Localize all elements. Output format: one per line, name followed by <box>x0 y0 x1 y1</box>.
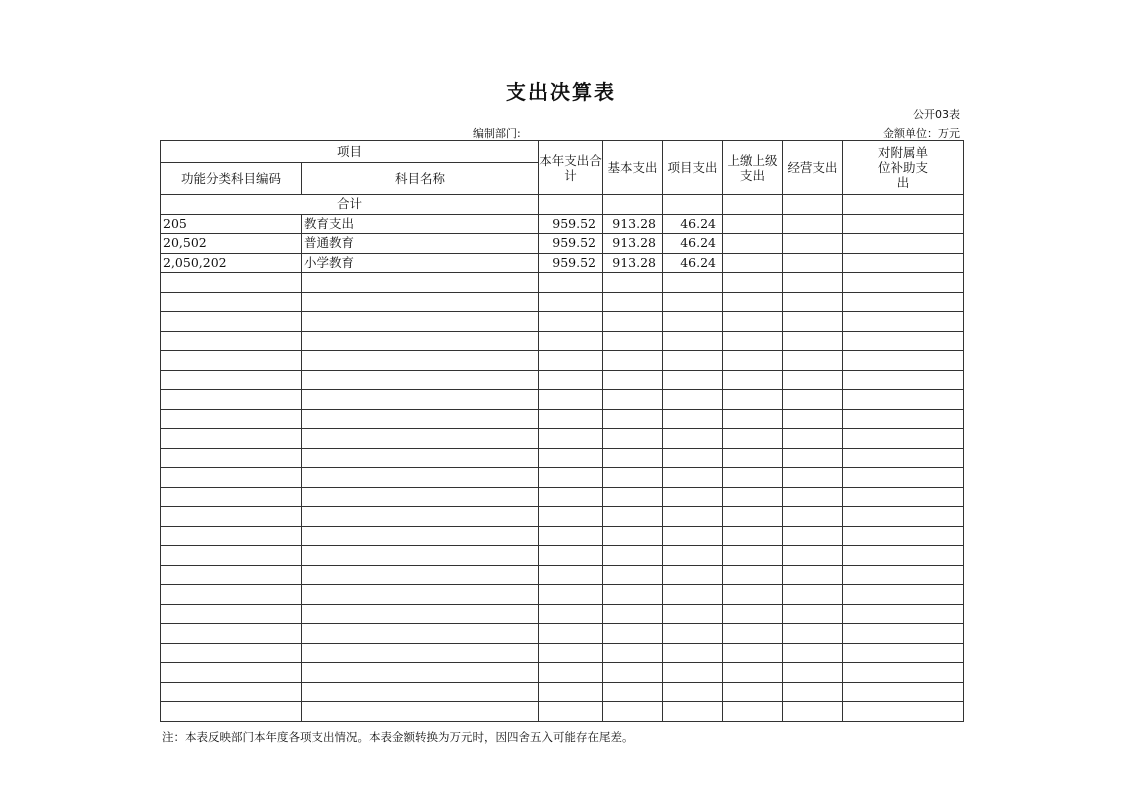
total-row-label: 合计 <box>161 195 539 215</box>
expenditure-table <box>160 140 964 722</box>
empty-cell <box>783 351 843 371</box>
empty-cell <box>843 487 964 507</box>
empty-cell <box>603 370 663 390</box>
empty-cell <box>723 429 783 449</box>
empty-cell <box>539 273 603 293</box>
empty-cell <box>783 468 843 488</box>
empty-cell <box>603 624 663 644</box>
empty-cell <box>161 526 302 546</box>
empty-cell <box>783 331 843 351</box>
empty-cell <box>161 624 302 644</box>
empty-cell <box>603 409 663 429</box>
empty-cell <box>843 409 964 429</box>
empty-cell <box>302 448 539 468</box>
empty-cell <box>663 370 723 390</box>
form-number: 公开03表 <box>913 108 960 121</box>
empty-cell <box>603 331 663 351</box>
total-cell <box>843 195 964 215</box>
footnote: 注：本表反映部门本年度各项支出情况。本表金额转换为万元时，因四舍五入可能存在尾差。 <box>162 730 634 744</box>
empty-cell <box>723 604 783 624</box>
cell-basic: 913.28 <box>603 234 663 254</box>
header-project: 项目支出 <box>663 141 723 195</box>
empty-cell <box>723 390 783 410</box>
empty-cell <box>161 702 302 722</box>
cell-total: 959.52 <box>539 214 603 234</box>
empty-row <box>161 546 964 566</box>
empty-cell <box>723 273 783 293</box>
empty-cell <box>539 351 603 371</box>
empty-cell <box>843 682 964 702</box>
empty-cell <box>783 507 843 527</box>
empty-cell <box>539 370 603 390</box>
empty-cell <box>302 624 539 644</box>
empty-cell <box>302 331 539 351</box>
total-cell <box>539 195 603 215</box>
total-cell <box>603 195 663 215</box>
empty-cell <box>843 565 964 585</box>
empty-cell <box>723 331 783 351</box>
empty-cell <box>603 507 663 527</box>
empty-cell <box>302 643 539 663</box>
empty-cell <box>302 351 539 371</box>
empty-row <box>161 292 964 312</box>
header-total: 本年支出合计 <box>539 141 603 195</box>
empty-cell <box>663 312 723 332</box>
empty-row <box>161 351 964 371</box>
empty-cell <box>603 526 663 546</box>
empty-cell <box>843 351 964 371</box>
empty-cell <box>302 682 539 702</box>
empty-cell <box>663 682 723 702</box>
empty-cell <box>663 643 723 663</box>
empty-cell <box>723 409 783 429</box>
empty-cell <box>663 604 723 624</box>
cell-upper <box>723 234 783 254</box>
empty-row <box>161 702 964 722</box>
empty-cell <box>161 682 302 702</box>
total-cell <box>783 195 843 215</box>
empty-row <box>161 390 964 410</box>
empty-cell <box>539 702 603 722</box>
table-body <box>161 195 964 722</box>
empty-cell <box>539 390 603 410</box>
empty-cell <box>603 292 663 312</box>
header-project-group: 项目 <box>161 141 539 163</box>
header-business: 经营支出 <box>783 141 843 195</box>
empty-cell <box>783 409 843 429</box>
empty-cell <box>723 663 783 683</box>
empty-cell <box>723 507 783 527</box>
empty-cell <box>723 370 783 390</box>
empty-cell <box>723 351 783 371</box>
empty-cell <box>783 682 843 702</box>
cell-project: 46.24 <box>663 253 723 273</box>
empty-cell <box>663 526 723 546</box>
empty-cell <box>603 643 663 663</box>
empty-cell <box>302 292 539 312</box>
empty-row <box>161 624 964 644</box>
empty-cell <box>161 370 302 390</box>
empty-cell <box>843 273 964 293</box>
empty-cell <box>783 390 843 410</box>
empty-row <box>161 682 964 702</box>
empty-cell <box>843 312 964 332</box>
empty-cell <box>603 663 663 683</box>
cell-upper <box>723 214 783 234</box>
empty-cell <box>302 390 539 410</box>
empty-cell <box>843 507 964 527</box>
cell-subsidy <box>843 234 964 254</box>
department-label: 编制部门: <box>473 127 521 140</box>
empty-cell <box>843 292 964 312</box>
empty-cell <box>603 682 663 702</box>
cell-name: 小学教育 <box>302 253 539 273</box>
empty-cell <box>783 702 843 722</box>
empty-cell <box>603 351 663 371</box>
empty-cell <box>843 390 964 410</box>
empty-cell <box>539 312 603 332</box>
empty-row <box>161 663 964 683</box>
empty-cell <box>663 390 723 410</box>
header-code: 功能分类科目编码 <box>161 163 302 195</box>
empty-cell <box>843 526 964 546</box>
header-name: 科目名称 <box>302 163 539 195</box>
empty-cell <box>783 604 843 624</box>
empty-cell <box>783 565 843 585</box>
empty-cell <box>843 370 964 390</box>
empty-cell <box>783 487 843 507</box>
empty-cell <box>603 585 663 605</box>
page-title: 支出决算表 <box>506 80 616 104</box>
empty-cell <box>783 526 843 546</box>
empty-cell <box>843 604 964 624</box>
empty-cell <box>723 565 783 585</box>
total-row <box>161 195 964 215</box>
empty-cell <box>723 468 783 488</box>
empty-cell <box>783 663 843 683</box>
empty-cell <box>663 292 723 312</box>
empty-cell <box>603 702 663 722</box>
empty-cell <box>663 546 723 566</box>
empty-cell <box>161 409 302 429</box>
empty-cell <box>539 585 603 605</box>
empty-cell <box>663 585 723 605</box>
empty-cell <box>302 526 539 546</box>
empty-cell <box>539 604 603 624</box>
empty-cell <box>161 643 302 663</box>
cell-upper <box>723 253 783 273</box>
empty-cell <box>723 585 783 605</box>
empty-cell <box>843 448 964 468</box>
empty-cell <box>161 487 302 507</box>
empty-cell <box>603 565 663 585</box>
empty-cell <box>161 351 302 371</box>
table-row <box>161 253 964 273</box>
empty-cell <box>603 429 663 449</box>
empty-cell <box>161 546 302 566</box>
empty-row <box>161 604 964 624</box>
empty-cell <box>302 273 539 293</box>
empty-cell <box>723 526 783 546</box>
empty-cell <box>302 702 539 722</box>
empty-cell <box>663 624 723 644</box>
empty-cell <box>539 468 603 488</box>
empty-cell <box>161 390 302 410</box>
empty-cell <box>603 273 663 293</box>
empty-cell <box>161 429 302 449</box>
empty-cell <box>603 390 663 410</box>
empty-cell <box>302 312 539 332</box>
header-subsidy: 对附属单位补助支出 <box>843 141 964 195</box>
empty-cell <box>783 292 843 312</box>
empty-cell <box>539 624 603 644</box>
empty-cell <box>843 643 964 663</box>
empty-cell <box>161 663 302 683</box>
empty-cell <box>603 604 663 624</box>
empty-cell <box>603 312 663 332</box>
empty-cell <box>723 312 783 332</box>
empty-cell <box>663 468 723 488</box>
empty-row <box>161 507 964 527</box>
empty-cell <box>723 448 783 468</box>
empty-row <box>161 312 964 332</box>
empty-cell <box>302 565 539 585</box>
empty-cell <box>161 331 302 351</box>
empty-cell <box>663 507 723 527</box>
cell-total: 959.52 <box>539 234 603 254</box>
empty-cell <box>783 370 843 390</box>
empty-cell <box>302 507 539 527</box>
empty-cell <box>603 487 663 507</box>
empty-cell <box>843 702 964 722</box>
empty-cell <box>539 331 603 351</box>
empty-cell <box>302 546 539 566</box>
empty-cell <box>161 604 302 624</box>
empty-cell <box>663 273 723 293</box>
empty-cell <box>663 351 723 371</box>
empty-row <box>161 526 964 546</box>
cell-code: 205 <box>161 214 302 234</box>
cell-name: 教育支出 <box>302 214 539 234</box>
table-row <box>161 214 964 234</box>
cell-project: 46.24 <box>663 214 723 234</box>
empty-cell <box>539 507 603 527</box>
empty-cell <box>161 448 302 468</box>
empty-row <box>161 409 964 429</box>
empty-cell <box>783 448 843 468</box>
empty-row <box>161 429 964 449</box>
empty-cell <box>539 643 603 663</box>
empty-cell <box>663 409 723 429</box>
empty-cell <box>161 312 302 332</box>
empty-cell <box>843 663 964 683</box>
empty-cell <box>603 448 663 468</box>
empty-row <box>161 468 964 488</box>
empty-cell <box>161 292 302 312</box>
empty-cell <box>843 624 964 644</box>
empty-cell <box>663 448 723 468</box>
total-cell <box>663 195 723 215</box>
empty-row <box>161 487 964 507</box>
cell-business <box>783 214 843 234</box>
empty-cell <box>302 370 539 390</box>
empty-cell <box>161 585 302 605</box>
empty-cell <box>783 624 843 644</box>
empty-cell <box>783 546 843 566</box>
header-basic: 基本支出 <box>603 141 663 195</box>
empty-cell <box>302 585 539 605</box>
cell-name: 普通教育 <box>302 234 539 254</box>
empty-row <box>161 273 964 293</box>
empty-row <box>161 331 964 351</box>
empty-cell <box>843 468 964 488</box>
empty-cell <box>161 468 302 488</box>
cell-basic: 913.28 <box>603 214 663 234</box>
empty-cell <box>302 429 539 449</box>
empty-cell <box>161 565 302 585</box>
cell-code: 20,502 <box>161 234 302 254</box>
empty-cell <box>783 273 843 293</box>
cell-code: 2,050,202 <box>161 253 302 273</box>
empty-cell <box>843 546 964 566</box>
empty-cell <box>539 487 603 507</box>
empty-cell <box>302 468 539 488</box>
empty-cell <box>663 702 723 722</box>
empty-cell <box>161 507 302 527</box>
cell-subsidy <box>843 214 964 234</box>
empty-cell <box>539 682 603 702</box>
empty-cell <box>603 546 663 566</box>
empty-cell <box>723 292 783 312</box>
unit-label: 金额单位：万元 <box>883 127 960 140</box>
empty-cell <box>783 643 843 663</box>
empty-row <box>161 370 964 390</box>
cell-business <box>783 253 843 273</box>
cell-basic: 913.28 <box>603 253 663 273</box>
empty-cell <box>783 312 843 332</box>
cell-project: 46.24 <box>663 234 723 254</box>
empty-cell <box>723 643 783 663</box>
empty-cell <box>603 468 663 488</box>
empty-cell <box>161 273 302 293</box>
total-cell <box>723 195 783 215</box>
empty-cell <box>539 663 603 683</box>
header-upper: 上缴上级支出 <box>723 141 783 195</box>
empty-cell <box>539 526 603 546</box>
empty-cell <box>723 682 783 702</box>
empty-row <box>161 643 964 663</box>
empty-cell <box>539 448 603 468</box>
cell-business <box>783 234 843 254</box>
cell-total: 959.52 <box>539 253 603 273</box>
empty-cell <box>783 429 843 449</box>
empty-cell <box>723 487 783 507</box>
empty-row <box>161 565 964 585</box>
empty-cell <box>663 429 723 449</box>
empty-row <box>161 585 964 605</box>
empty-cell <box>539 429 603 449</box>
empty-cell <box>302 663 539 683</box>
empty-cell <box>843 331 964 351</box>
empty-cell <box>663 331 723 351</box>
table-row <box>161 234 964 254</box>
empty-cell <box>302 409 539 429</box>
empty-cell <box>539 546 603 566</box>
empty-cell <box>539 292 603 312</box>
empty-cell <box>723 546 783 566</box>
empty-cell <box>663 565 723 585</box>
empty-cell <box>539 409 603 429</box>
empty-cell <box>663 487 723 507</box>
empty-row <box>161 448 964 468</box>
empty-cell <box>302 487 539 507</box>
empty-cell <box>843 585 964 605</box>
empty-cell <box>783 585 843 605</box>
empty-cell <box>723 702 783 722</box>
empty-cell <box>539 565 603 585</box>
cell-subsidy <box>843 253 964 273</box>
empty-cell <box>723 624 783 644</box>
empty-cell <box>302 604 539 624</box>
empty-cell <box>663 663 723 683</box>
empty-cell <box>843 429 964 449</box>
